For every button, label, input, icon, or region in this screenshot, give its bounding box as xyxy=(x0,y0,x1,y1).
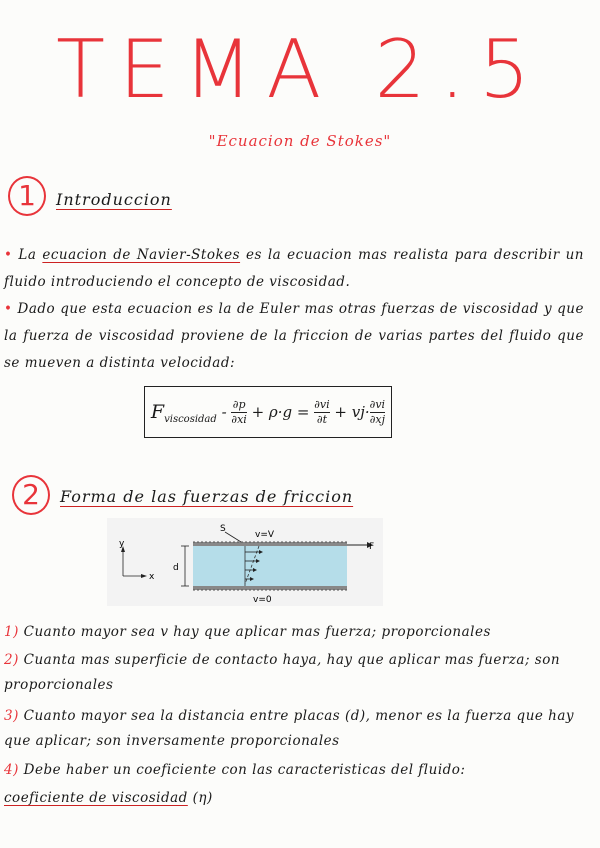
p2-text: Dado que esta ecuacion es la de Euler mas otras fuerzas de viscosidad y que la fuerza de viscosidad proviene de la friccion de varias partes del fluido que se mueven a distinta velocidad: xyxy=(4,301,584,371)
list-item-4 xyxy=(4,758,589,783)
label-f: F xyxy=(369,542,375,552)
section-number-2: 2 xyxy=(12,475,50,515)
list-item-3 xyxy=(4,704,589,754)
list-text-3: Cuanto mayor sea la distancia entre placas (d), menor es la fuerza que hay que aplicar; son inversamente proporcionales xyxy=(4,708,575,749)
paragraph-2 xyxy=(4,296,584,377)
viscosity-symbol: (η) xyxy=(187,790,213,806)
list-number-4: 4) xyxy=(4,762,19,778)
fraction-dp-dxi xyxy=(231,398,246,427)
list-text-1: Cuanto mayor sea v hay que aplicar mas fuerza; proporcionales xyxy=(23,624,491,640)
numerator-dvi: ∂vi xyxy=(314,397,330,411)
label-d: d xyxy=(173,563,179,573)
label-v-top: v=V xyxy=(255,530,275,540)
p1-after: es la ecuacion mas realista para describir un fluido introduciendo el concepto de viscosidad. xyxy=(4,247,584,290)
denominator-dt: ∂t xyxy=(316,412,327,426)
label-s: S xyxy=(220,524,226,534)
viscosity-coefficient-term: coeficiente de viscosidad xyxy=(4,790,188,806)
list-item-2 xyxy=(4,648,589,698)
paragraph-1 xyxy=(4,242,584,296)
bullet-icon: • xyxy=(4,301,13,317)
formula-plus-rhog: + ρ·g = xyxy=(246,403,315,421)
fluid-region xyxy=(193,546,347,586)
list-number-3: 3) xyxy=(4,708,19,724)
section-number-1: 1 xyxy=(8,176,46,216)
page-subtitle: "Ecuacion de Stokes" xyxy=(208,132,392,150)
formula-f: F xyxy=(150,401,165,423)
list-item-4-term xyxy=(4,786,589,811)
bullet-icon: • xyxy=(4,247,13,263)
fraction-dvi-dt xyxy=(314,398,329,427)
formula-minus: - xyxy=(216,403,232,421)
numerator-dvi2: ∂vi xyxy=(369,397,386,411)
formula-box xyxy=(144,386,392,438)
label-x: x xyxy=(149,572,155,582)
denominator-dxj: ∂xj xyxy=(369,412,386,426)
p1-before: La xyxy=(18,247,43,263)
list-number-1: 1) xyxy=(4,624,19,640)
label-v-bottom: v=0 xyxy=(253,595,272,605)
section-heading-2: Forma de las fuerzas de friccion xyxy=(60,487,354,506)
plates-diagram xyxy=(107,518,383,606)
denominator-dxi: ∂xi xyxy=(231,412,247,426)
section-heading-1: Introduccion xyxy=(56,190,172,209)
numerator-dp: ∂p xyxy=(232,397,246,411)
bottom-plate xyxy=(193,586,347,590)
top-plate xyxy=(193,542,347,546)
formula-subscript: viscosidad xyxy=(164,414,217,425)
page-title: TEMA 2.5 xyxy=(56,23,544,116)
list-text-4: Debe haber un coeficiente con las caracteristicas del fluido: xyxy=(23,762,466,778)
p1-term: ecuacion de Navier-Stokes xyxy=(42,247,241,263)
list-number-2: 2) xyxy=(4,652,19,668)
formula-plus-vj: + vj· xyxy=(329,403,370,421)
label-y: y xyxy=(119,539,125,549)
list-item-1 xyxy=(4,620,589,645)
fraction-dvi-dxj xyxy=(370,398,385,427)
list-text-2: Cuanta mas superficie de contacto haya, hay que aplicar mas fuerza; son proporcionales xyxy=(4,652,561,693)
